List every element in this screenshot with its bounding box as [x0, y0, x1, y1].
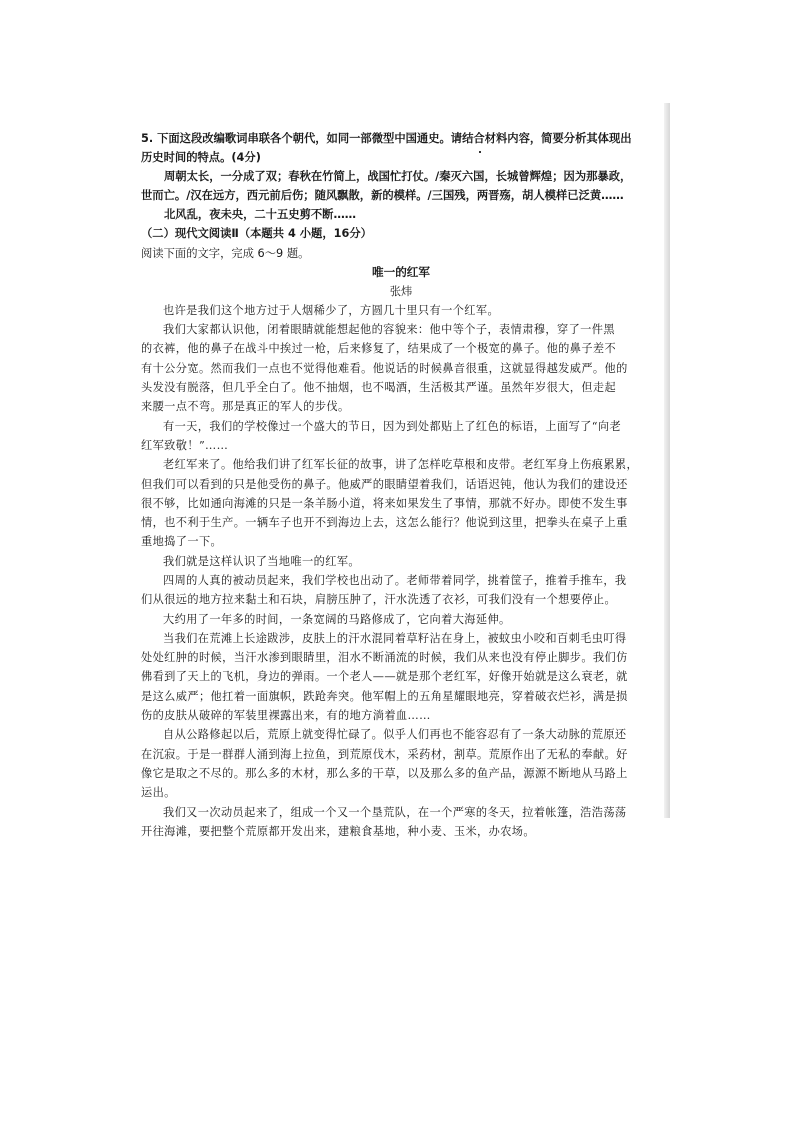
article-line: 有一天，我们的学校像过一个盛大的节日，因为到处都贴上了红色的标语，上面写了“向老: [163, 419, 622, 433]
article-line: 四周的人真的被动员起来，我们学校也出动了。老师带着同学，挑着筐子，推着手推车，我: [163, 574, 627, 587]
article-line: 也许是我们这个地方过于人烟稀少了，方圆几十里只有一个红军。: [163, 303, 500, 317]
question5-stem-line2: 历史时间的特点。(4分): [141, 151, 261, 165]
article-line: 老红军来了。他给我们讲了红军长征的故事，讲了怎样吃草根和皮带。老红军身上伤痕累累，: [163, 458, 639, 472]
article-line: 我们又一次动员起来了，组成一个又一个垦荒队，在一个严寒的冬天，拉着帐篷，浩浩荡荡: [163, 805, 627, 819]
article-line: 红军致敬！”……: [141, 438, 229, 452]
article-title: 唯一的红军: [372, 264, 430, 279]
article-line: 来腰一点不弯。那是真正的军人的步伐。: [141, 400, 350, 414]
section-heading: （二）现代文阅读Ⅱ（本题共 4 小题，16分）: [141, 227, 372, 241]
article-line: 伤的皮肤从破碎的军装里裸露出来，有的地方淌着血……: [141, 709, 431, 723]
article-line: 有十公分宽。然而我们一点也不觉得他难看。他说话的时候鼻音很重，这就显得越发威严。他的: [141, 361, 628, 375]
article-line: 佛看到了天上的飞机，身边的弹雨。一个老人——就是那个老红军，好像开始就是这么衰老，就: [141, 670, 628, 684]
article-line: 头发没有脱落，但几乎全白了。他不抽烟，也不喝酒，生活极其严谨。虽然年岁很大，但走起: [141, 381, 617, 395]
lyrics-line: 北风乱，夜未央，二十五史剪不断……: [164, 208, 357, 222]
article-line: 很不够，比如通向海滩的只是一条羊肠小道，将来如果发生了事情，那就不好办。即使不发生事: [141, 496, 628, 510]
article-line: 我们就是这样认识了当地唯一的红军。: [163, 554, 360, 568]
article-line: 我们大家都认识他，闭着眼睛就能想起他的容貌来：他中等个子，表情肃穆，穿了一件黑: [163, 323, 615, 337]
lyrics-line: 周朝太长，一分成了双；春秋在竹简上，战国忙打仗。/秦灭六国，长城曾辉煌；因为那暴政，: [164, 170, 632, 184]
article-line: 开往海滩，要把整个荒原都开发出来，建粮食基地，种小麦、玉米，办农场。: [141, 824, 535, 838]
article-line: 大约用了一年多的时间，一条宽阔的马路修成了，它向着大海延伸。: [163, 612, 511, 626]
article-line: 自从公路修起以后，荒原上就变得忙碌了。似乎人们再也不能容忍有了一条大动脉的荒原还: [163, 728, 627, 742]
article-line: 情，也不利于生产。一辆车子也开不到海边上去，这怎么能行？他说到这里，把拳头在桌子上重: [141, 516, 628, 530]
article-line: 是这么威严；他扛着一面旗帜，跌跄奔突。他军帽上的五角星耀眼地亮，穿着破衣烂衫，满是损: [141, 689, 628, 703]
article-line: 们从很远的地方拉来黏土和石块，肩膀压肿了，汗水洗透了衣衫，可我们没有一个想要停止。: [141, 593, 617, 607]
article-author: 张炜: [389, 284, 413, 298]
question5-stem-line1: 5. 下面这段改编歌词串联各个朝代，如同一部微型中国通史。请结合材料内容，简要分析其体现出: [141, 132, 632, 145]
article-body: [141, 301, 673, 841]
article-line: 但我们可以看到的只是他受伤的鼻子。他威严的眼睛望着我们，话语迟钝，他认为我们的建设还: [141, 477, 628, 491]
lyrics-line: 世而亡。/汉在远方，西元前后伤；随风飘散，新的模样。/三国残，两晋殇，胡人模样已泛黄……: [141, 189, 624, 203]
scanned-page: [125, 103, 670, 838]
page-content: [141, 129, 673, 841]
article-line: 的衣裤，他的鼻子在战斗中挨过一枪，后来修复了，结果成了一个极宽的鼻子。他的鼻子差不: [141, 342, 617, 356]
article-line: 运出。: [141, 786, 176, 800]
article-line: 当我们在荒滩上长途跋涉，皮肤上的汗水混同着草籽沾在身上，被蚊虫小咬和百刺毛虫叮得: [163, 631, 627, 645]
article-line: 处处红肿的时候，当汗水渗到眼睛里，泪水不断涌流的时候，我们从来也没有停止脚步。我们仿: [141, 651, 628, 665]
article-line: 重地捣了一下。: [141, 535, 223, 549]
article-line: 在沉寂。于是一群群人涌到海上拉鱼，到荒原伐木，采药材，割草。荒原作出了无私的奉献。好: [141, 747, 628, 761]
reading-instruction: 阅读下面的文字，完成 6～9 题。: [141, 246, 310, 260]
article-line: 像它是取之不尽的。那么多的木材，那么多的干草，以及那么多的鱼产品，源源不断地从马路上: [141, 766, 628, 780]
